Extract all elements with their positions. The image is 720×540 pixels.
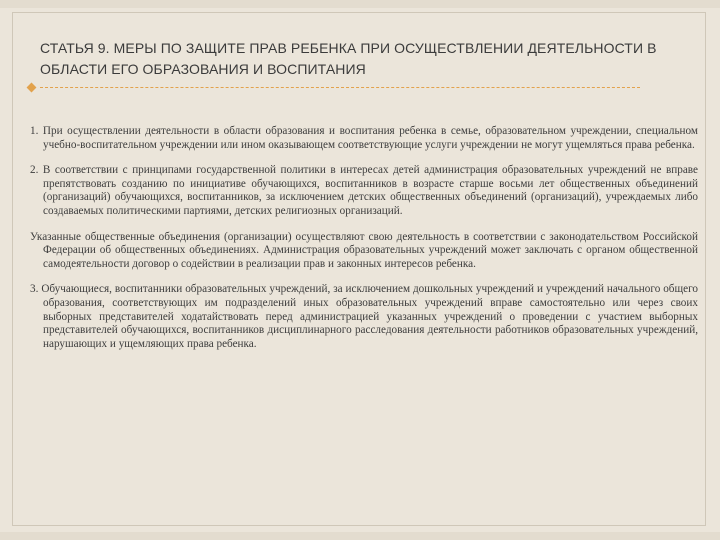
paragraph-4: 3. Обучающиеся, воспитанники образовательных учреждений, за исключением дошкольных учреждений и учреждений начального общего образования, соответствующих им подразделений иных образовательных учреждений вправе самостоятельно или через своих выборных представителей ходатайствовать перед администрацией указанных учреждений о проведении с участием выборных представителей обучающихся, воспитанников дисциплинарного расследования деятельности работников образовательных учреждений, нарушающих и ущемляющих права ребенка. (30, 283, 698, 350)
bottom-border-band (0, 532, 720, 540)
title-divider (40, 87, 640, 88)
slide-title: СТАТЬЯ 9. МЕРЫ ПО ЗАЩИТЕ ПРАВ РЕБЕНКА ПРИ ОСУЩЕСТВЛЕНИИ ДЕЯТЕЛЬНОСТИ В ОБЛАСТИ ЕГО ОБРАЗОВАНИЯ И ВОСПИТАНИЯ (40, 40, 657, 77)
paragraph-2: 2. В соответствии с принципами государственной политики в интересах детей администрация образовательных учреждений не вправе препятствовать созданию по инициативе обучающихся, воспитанников в возрасте старше восьми лет общественных объединений (организаций) обучающихся, воспитанников, за исключением детских общественных объединений (организаций), учреждаемых либо создаваемых политическими партиями, детских религиозных организаций. (30, 164, 698, 217)
slide-body (30, 125, 698, 363)
top-border-band (0, 0, 720, 8)
paragraph-3: Указанные общественные объединения (организации) осуществляют свою деятельность в соответствии с законодательством Российской Федерации об общественных объединениях. Администрация образовательных учреждений может заключать с органом общественной самодеятельности договор о содействии в реализации прав и законных интересов ребенка. (30, 230, 698, 270)
paragraph-1: 1. При осуществлении деятельности в области образования и воспитания ребенка в семье, образовательном учреждении, специальном учебно-воспитательном учреждении или ином оказывающем соответствующие услуги учреждении не могут ущемляться права ребенка. (30, 125, 698, 151)
